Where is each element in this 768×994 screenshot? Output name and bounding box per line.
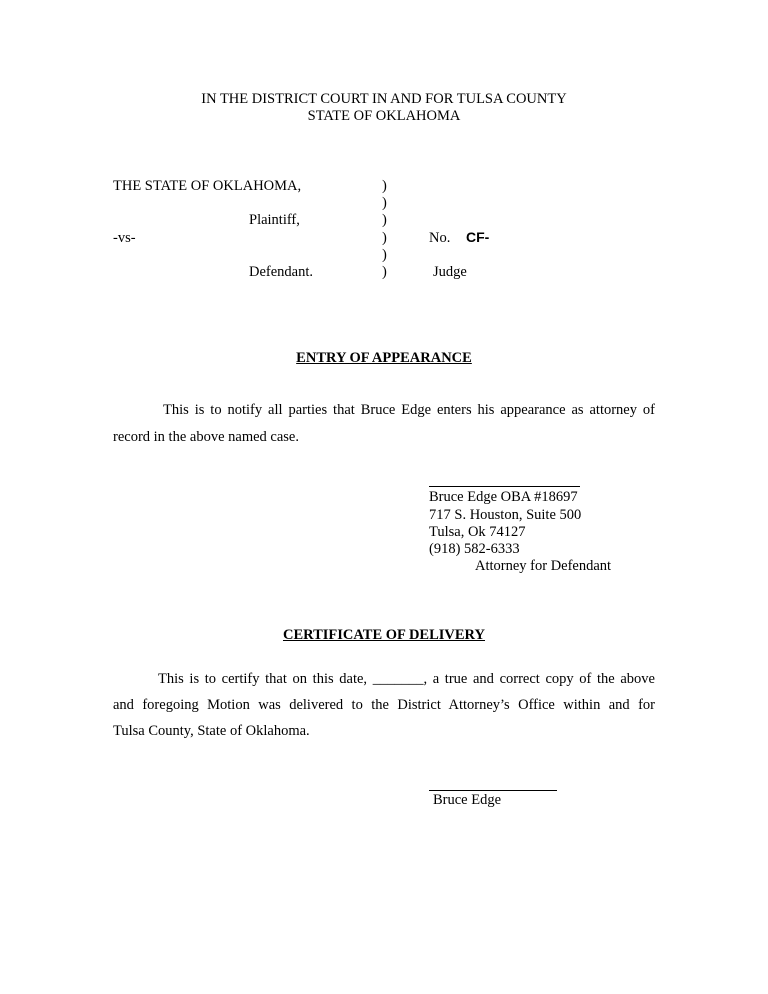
certificate-body-line: This is to certify that on this date, _______, a true and correct copy of the above (158, 671, 655, 687)
caption-paren: ) (382, 247, 387, 263)
attorney-address-street: 717 S. Houston, Suite 500 (429, 507, 582, 523)
signature-line (429, 486, 580, 487)
attorney-role: Attorney for Defendant (475, 558, 612, 574)
signature-line (429, 790, 557, 791)
judge-label: Judge (433, 264, 467, 280)
caption-paren: ) (382, 264, 387, 280)
state-heading: STATE OF OKLAHOMA (307, 108, 461, 124)
court-heading: IN THE DISTRICT COURT IN AND FOR TULSA COUNTY (201, 91, 567, 107)
entry-body-line: This is to notify all parties that Bruce Edge enters his appearance as attorney of (163, 402, 655, 418)
attorney-phone: (918) 582-6333 (429, 541, 520, 557)
defendant-label: Defendant. (249, 264, 314, 280)
case-number-value: CF- (466, 229, 490, 245)
entry-body-line: record in the above named case. (113, 429, 299, 445)
attorney-name: Bruce Edge OBA #18697 (429, 489, 578, 505)
entry-title: ENTRY OF APPEARANCE (296, 350, 472, 366)
certificate-body-line: Tulsa County, State of Oklahoma. (113, 723, 310, 739)
caption-paren: ) (382, 212, 387, 228)
caption-paren: ) (382, 230, 387, 246)
plaintiff-name: THE STATE OF OKLAHOMA, (113, 178, 302, 194)
versus-label: -vs- (113, 230, 136, 246)
signer-name: Bruce Edge (433, 792, 502, 808)
certificate-title: CERTIFICATE OF DELIVERY (282, 627, 485, 643)
plaintiff-label: Plaintiff, (249, 212, 300, 228)
caption-paren: ) (382, 195, 387, 211)
caption-paren: ) (382, 178, 387, 194)
attorney-address-city: Tulsa, Ok 74127 (429, 524, 526, 540)
case-number-label: No. (429, 230, 451, 246)
certificate-body-line: and foregoing Motion was delivered to the District Attorney’s Office within and for (113, 697, 655, 713)
